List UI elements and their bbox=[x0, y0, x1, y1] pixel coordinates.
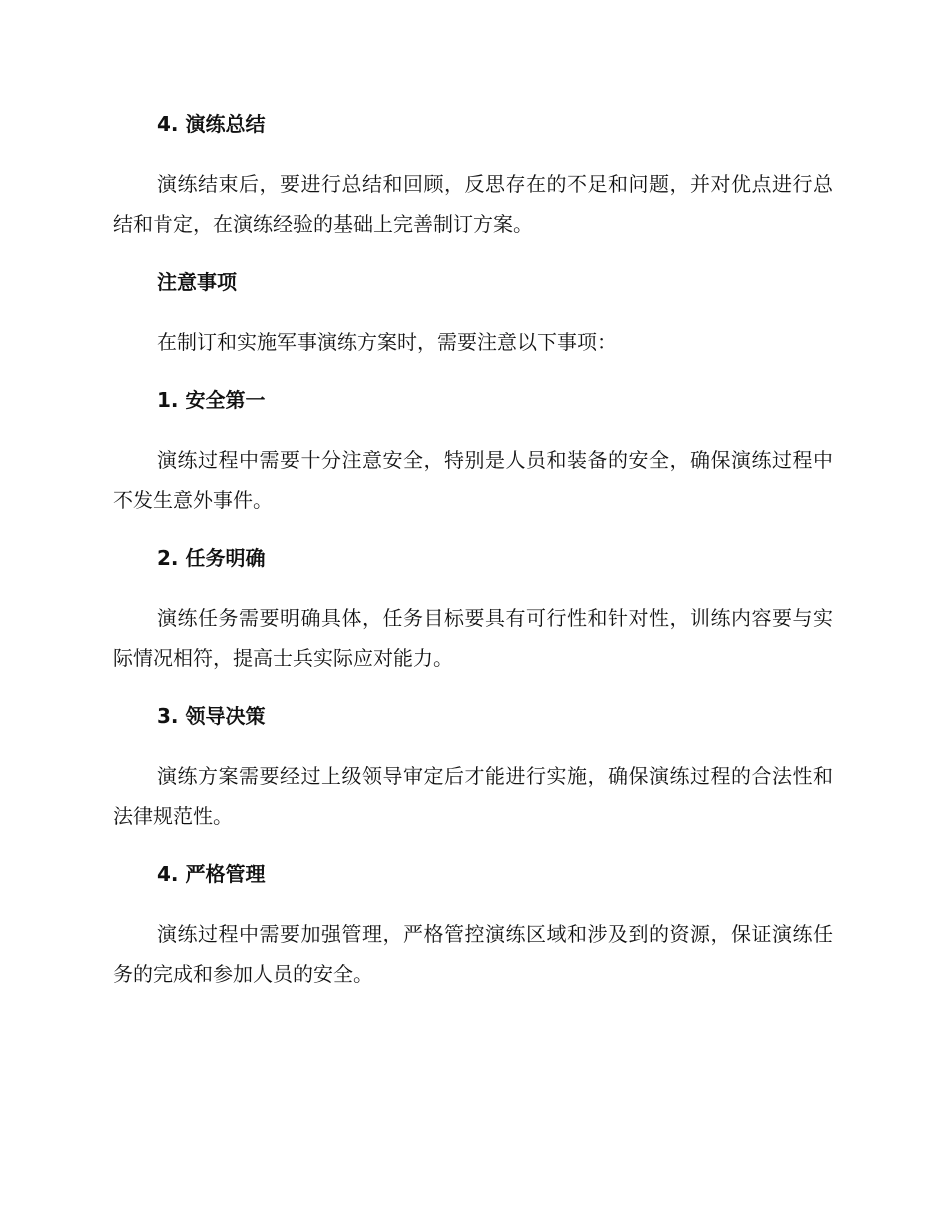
section-paragraph: 演练过程中需要十分注意安全，特别是人员和装备的安全，确保演练过程中不发生意外事件。 bbox=[113, 448, 833, 512]
section-paragraph: 演练任务需要明确具体，任务目标要具有可行性和针对性，训练内容要与实际情况相符，提高士兵实际应对能力。 bbox=[113, 606, 833, 670]
section-paragraph: 演练结束后，要进行总结和回顾，反思存在的不足和问题，并对优点进行总结和肯定，在演练经验的基础上完善制订方案。 bbox=[113, 172, 833, 236]
section-heading: 1. 安全第一 bbox=[157, 388, 266, 412]
section-heading: 注意事项 bbox=[157, 270, 237, 294]
section-paragraph: 演练方案需要经过上级领导审定后才能进行实施，确保演练过程的合法性和法律规范性。 bbox=[113, 764, 833, 828]
section-paragraph: 在制订和实施军事演练方案时，需要注意以下事项： bbox=[157, 330, 617, 354]
section-task bbox=[113, 542, 833, 700]
section-safety bbox=[113, 384, 833, 542]
section-heading: 2. 任务明确 bbox=[157, 546, 266, 570]
section-heading: 4. 严格管理 bbox=[157, 862, 266, 886]
section-paragraph: 演练过程中需要加强管理，严格管控演练区域和涉及到的资源，保证演练任务的完成和参加人员的安全。 bbox=[113, 922, 833, 986]
document-page bbox=[113, 108, 833, 994]
section-heading: 4. 演练总结 bbox=[157, 112, 266, 136]
section-summary bbox=[113, 108, 833, 266]
section-notes bbox=[113, 266, 833, 384]
section-heading: 3. 领导决策 bbox=[157, 704, 266, 728]
section-management bbox=[113, 858, 833, 994]
section-leadership bbox=[113, 700, 833, 858]
